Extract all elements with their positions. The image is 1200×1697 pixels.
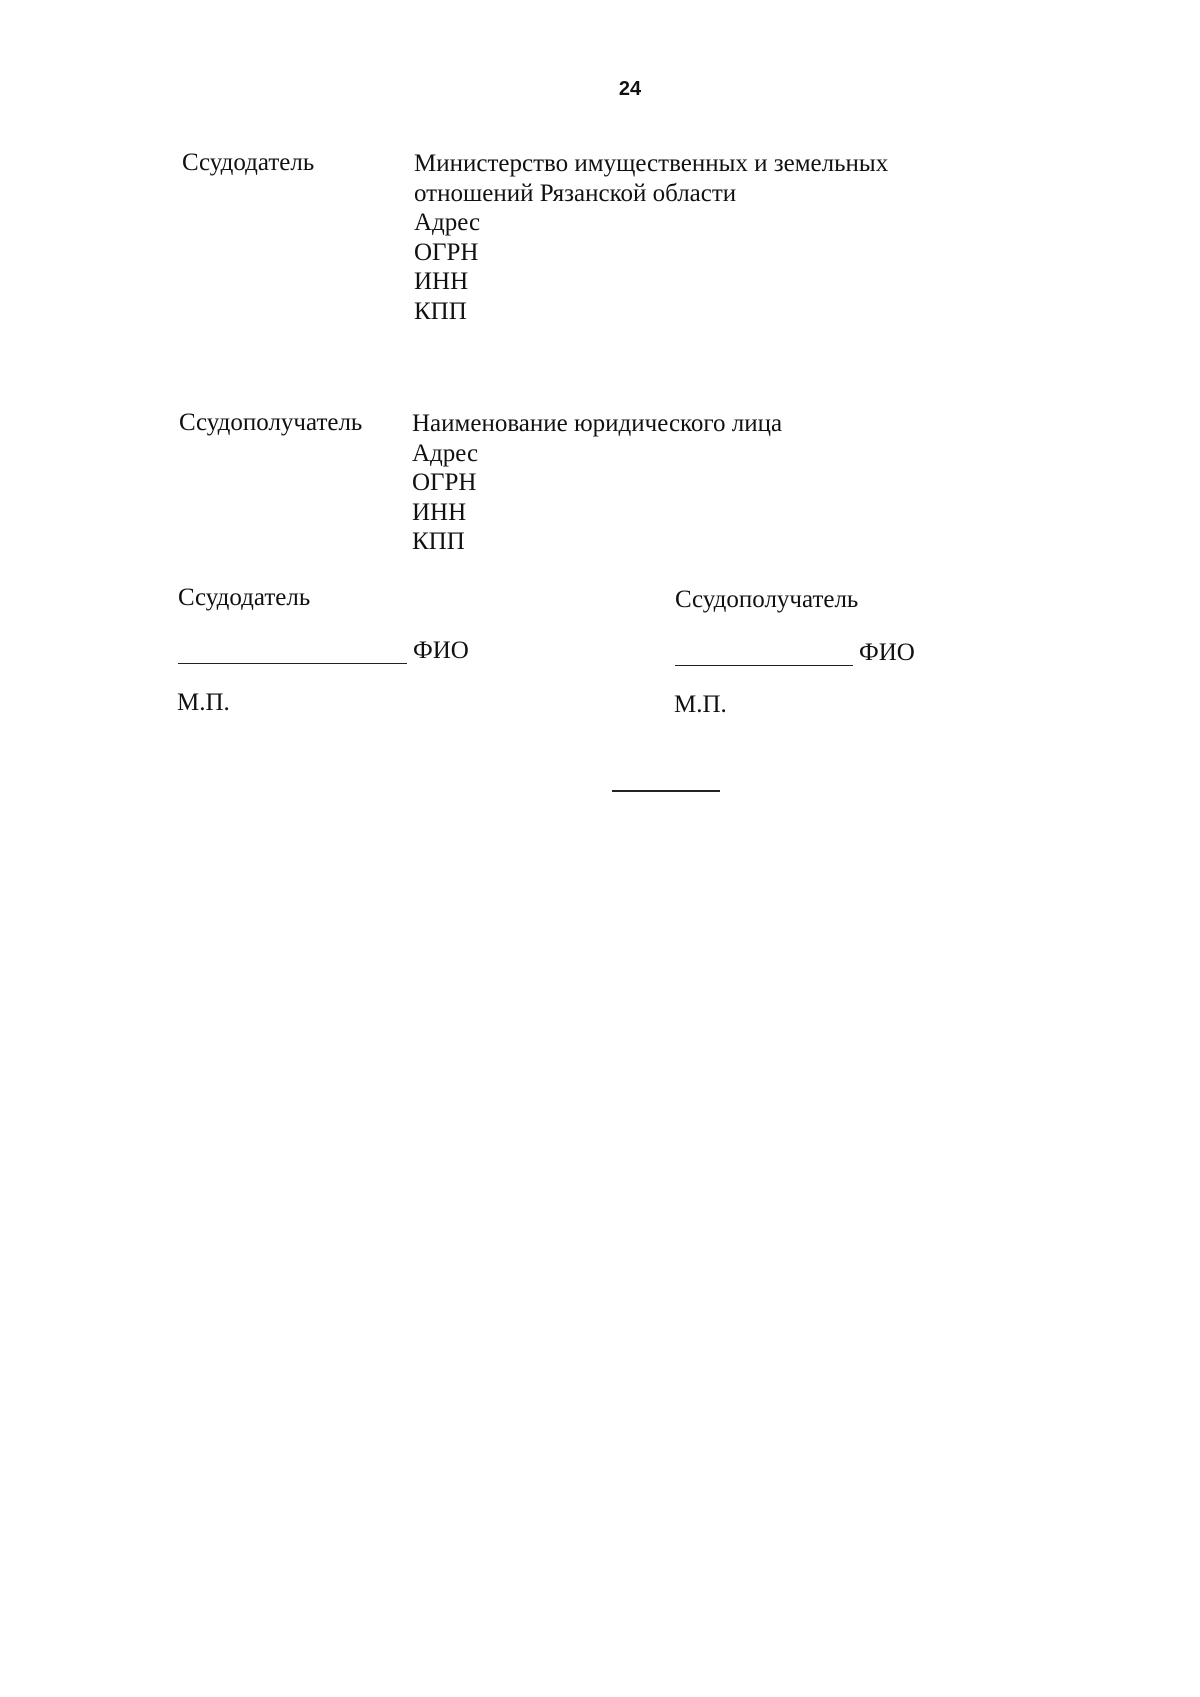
signature-lender-stamp: М.П. [177,689,230,716]
borrower-name: Наименование юридического лица [412,410,783,437]
page-number: 24 [618,78,642,100]
end-divider [612,790,720,792]
signature-borrower-line [675,665,853,666]
lender-label: Ссудодатель [182,149,315,176]
borrower-ogrn: ОГРН [412,469,477,496]
lender-name-line-2: отношений Рязанской области [414,179,737,207]
lender-details [414,149,888,326]
signature-lender-line [178,663,407,664]
borrower-inn: ИНН [412,498,467,526]
lender-ogrn: ОГРН [414,238,479,266]
signature-lender-fio: ФИО [413,637,469,664]
lender-kpp: КПП [414,297,467,325]
signature-lender-title: Ссудодатель [178,584,311,611]
borrower-label: Ссудополучатель [179,409,363,436]
lender-address: Адрес [414,209,481,236]
borrower-kpp: КПП [412,528,465,555]
borrower-address: Адрес [412,439,479,467]
lender-name-line-1: Министерство имущественных и земельных [414,150,889,177]
signature-borrower-title: Ссудополучатель [675,586,859,613]
signature-borrower-stamp: М.П. [674,691,727,718]
borrower-details [412,409,782,557]
lender-inn: ИНН [414,268,469,295]
signature-borrower-fio: ФИО [859,639,915,666]
